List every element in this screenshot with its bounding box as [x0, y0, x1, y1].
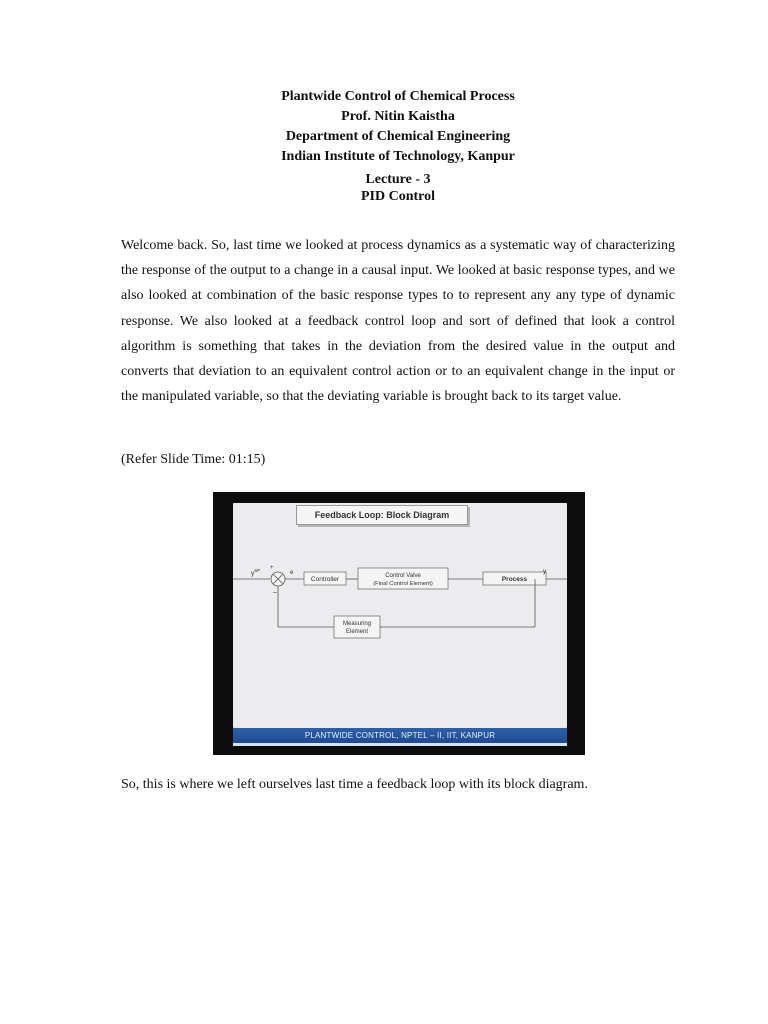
slide-title: Feedback Loop: Block Diagram — [296, 505, 468, 525]
slide-image — [213, 492, 585, 755]
final-control-element-label: (Final Control Element) — [373, 581, 433, 587]
document-header — [0, 87, 768, 167]
block-diagram — [233, 503, 567, 728]
element-label: Element — [345, 629, 369, 635]
intro-paragraph: Welcome back. So, last time we looked at process dynamics as a systematic way of characterizing the response of the output to a change in a causal input. We looked at basic response types, and we also looked at combination of the basic response types to to represent any any type of dynamic response. We also looked at a feedback control loop and sort of defined that look a control algorithm is something that takes in the deviation from the desired value in the output and converts that deviation to an equivalent control action or to an equivalent change in the input or the manipulated variable, so that the deviating variable is brought back to its target value. — [121, 238, 675, 405]
slide-footer: PLANTWIDE CONTROL, NPTEL – II, IIT, KANPUR — [233, 728, 567, 743]
slide-time-reference: (Refer Slide Time: 01:15) — [121, 452, 266, 467]
lecture-topic: PID Control — [360, 189, 436, 204]
lecture-heading — [0, 171, 768, 205]
course-title: Plantwide Control of Chemical Process — [281, 89, 515, 104]
process-label: Process — [501, 576, 528, 583]
minus-sign: – — [273, 589, 277, 596]
error-label: e — [290, 570, 294, 576]
measuring-label: Measuring — [342, 621, 372, 627]
slide-footer-strip — [233, 743, 567, 746]
closing-sentence: So, this is where we left ourselves last time a feedback loop with its block diagram. — [121, 777, 588, 792]
control-valve-label: Control Valve — [385, 573, 421, 579]
institute-name: Indian Institute of Technology, Kanpur — [281, 149, 515, 164]
department-name: Department of Chemical Engineering — [285, 129, 511, 144]
professor-name: Prof. Nitin Kaistha — [341, 109, 455, 124]
controller-label: Controller — [310, 576, 340, 583]
output-label: y — [543, 568, 547, 575]
setpoint-label: $y^{SP}$ — [251, 568, 261, 577]
lecture-number: Lecture - 3 — [365, 172, 431, 187]
plus-sign: + — [270, 565, 274, 571]
